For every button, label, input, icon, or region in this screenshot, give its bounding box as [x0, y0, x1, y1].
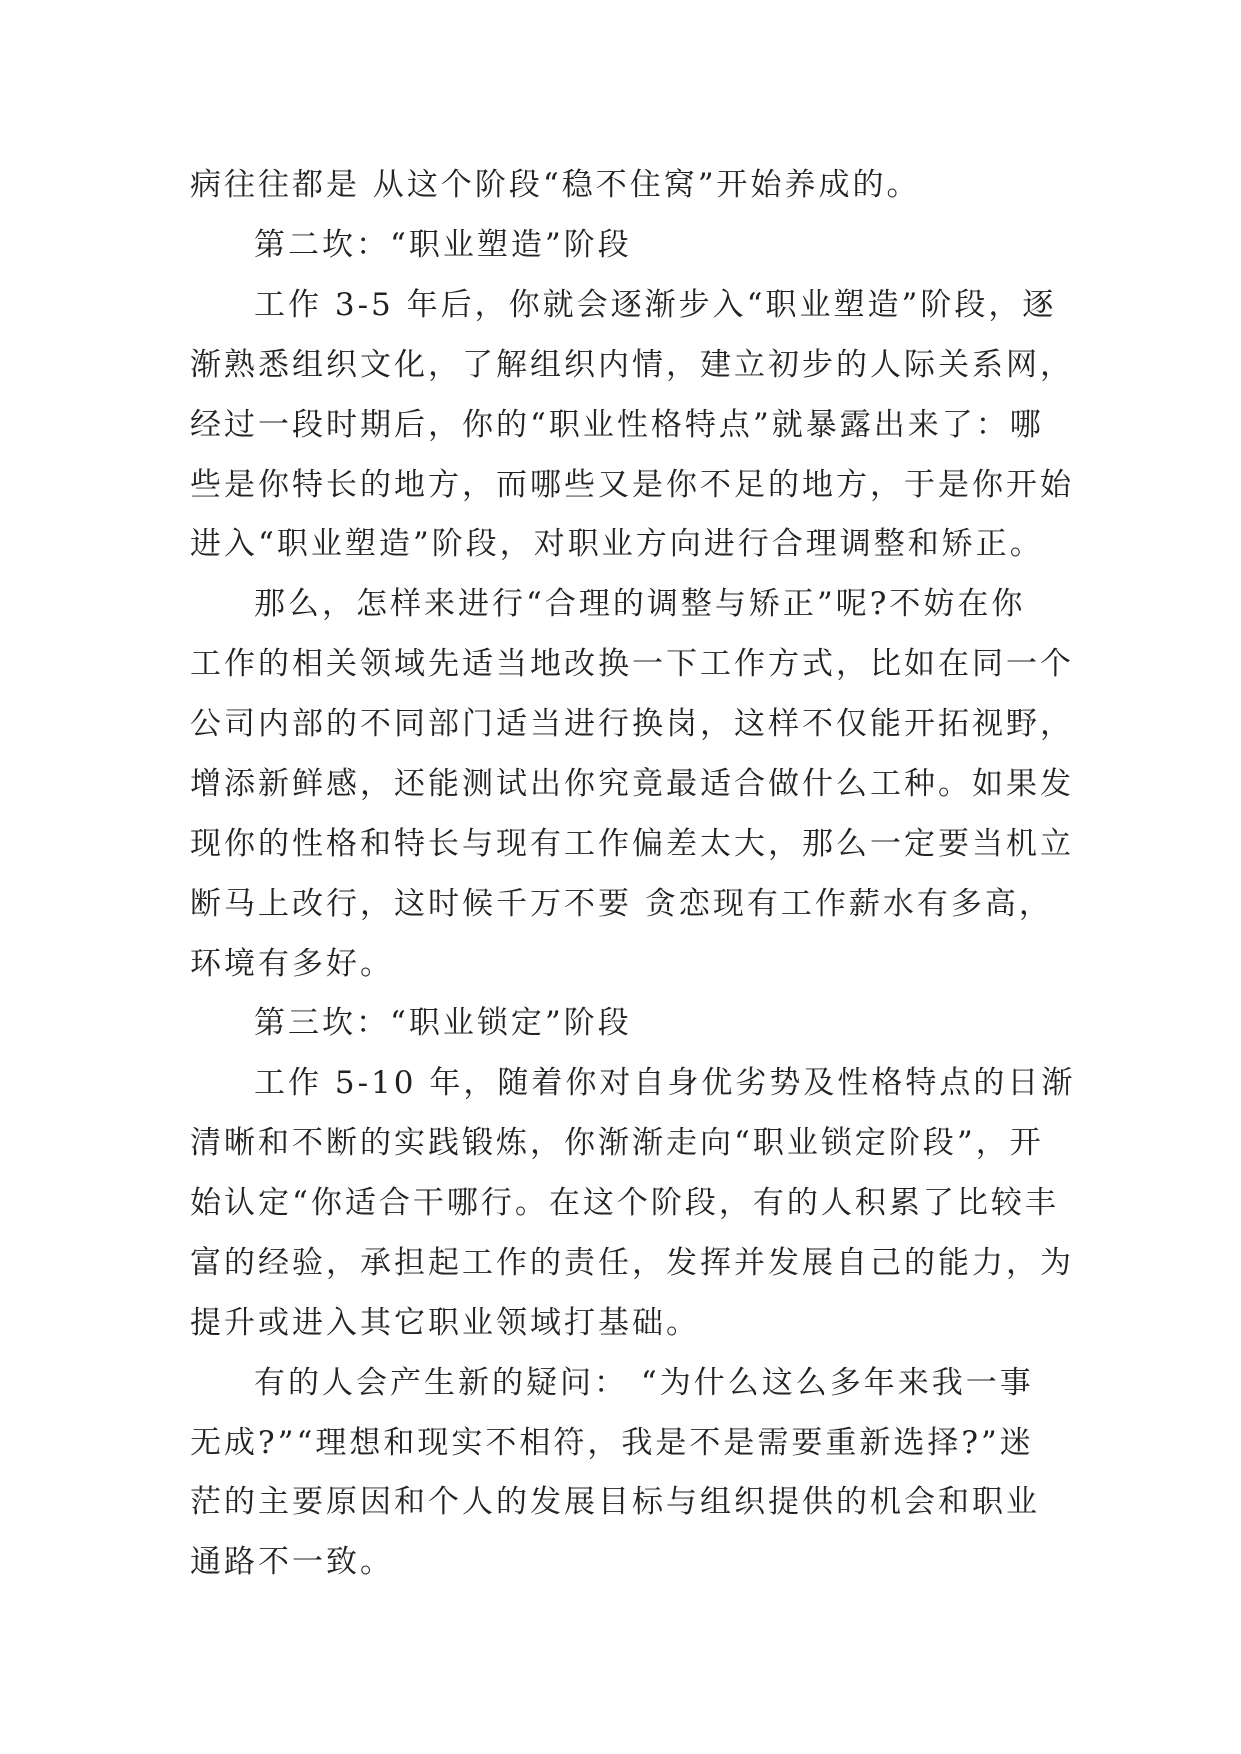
text-line: 茫的主要原因和个人的发展目标与组织提供的机会和职业	[190, 1484, 1040, 1520]
text-line: 增添新鲜感，还能测试出你究竟最适合做什么工种。如果发	[190, 766, 1074, 802]
text-line: 环境有多好。	[190, 946, 394, 982]
section-heading: 第三坎：“职业锁定”阶段	[254, 1005, 632, 1041]
text-line: 进入“职业塑造”阶段，对职业方向进行合理调整和矫正。	[190, 526, 1044, 562]
text-line: 那么，怎样来进行“合理的调整与矫正”呢?不妨在你	[254, 586, 1026, 622]
text-line: 富的经验，承担起工作的责任，发挥并发展自己的能力，为	[190, 1245, 1074, 1281]
text-line: 渐熟悉组织文化，了解组织内情，建立初步的人际关系网，	[190, 347, 1074, 383]
text-line: 有的人会产生新的疑问： “为什么这么多年来我一事	[254, 1365, 1034, 1401]
text-line: 病往往都是 从这个阶段“稳不住窝”开始养成的。	[190, 167, 921, 203]
text-line: 工作 5-10 年，随着你对自身优劣势及性格特点的日渐	[254, 1065, 1076, 1101]
text-line: 经过一段时期后，你的“职业性格特点”就暴露出来了：哪	[190, 407, 1044, 443]
text-line: 工作 3-5 年后，你就会逐渐步入“职业塑造”阶段，逐	[254, 287, 1057, 323]
text-line: 通路不一致。	[190, 1544, 394, 1580]
section-heading: 第二坎：“职业塑造”阶段	[254, 227, 632, 263]
text-line: 无成?”“理想和现实不相符，我是不是需要重新选择?”迷	[190, 1425, 1034, 1461]
text-line: 清晰和不断的实践锻炼，你渐渐走向“职业锁定阶段”，开	[190, 1125, 1044, 1161]
text-line: 始认定“你适合干哪行。在这个阶段，有的人积累了比较丰	[190, 1185, 1059, 1221]
text-line: 些是你特长的地方，而哪些又是你不足的地方，于是你开始	[190, 467, 1074, 503]
text-line: 提升或进入其它职业领域打基础。	[190, 1305, 700, 1341]
text-line: 工作的相关领域先适当地改换一下工作方式，比如在同一个	[190, 646, 1074, 682]
text-line: 断马上改行，这时候千万不要 贪恋现有工作薪水有多高，	[190, 886, 1053, 922]
text-line: 现你的性格和特长与现有工作偏差太大，那么一定要当机立	[190, 826, 1074, 862]
text-line: 公司内部的不同部门适当进行换岗，这样不仅能开拓视野，	[190, 706, 1074, 742]
